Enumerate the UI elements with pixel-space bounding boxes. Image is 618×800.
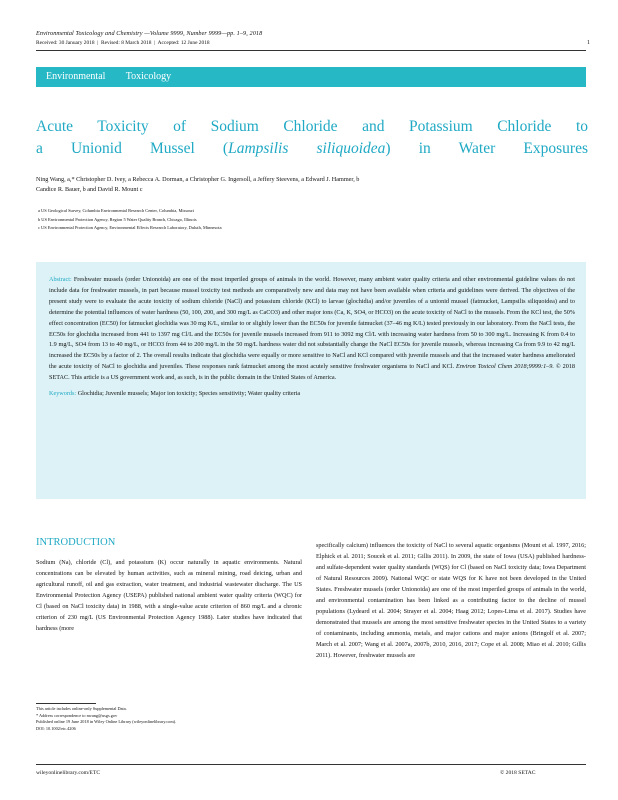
article-dates: Received: 30 January 2018 | Revised: 8 March 2018 | Accepted: 12 June 2018 [36,40,210,46]
footnote-doi: DOI: 10.1002/etc.4206 [36,725,76,731]
intro-column-2: specifically calcium) influences the toxicity of NaCl to several aquatic organisms (Mount et al. 1997, 2016; Elphick et al. 2011; Soucek et al. 2011; Gillis 2011). In 2009, the state of Iowa (USA) published hardness- and sulfate-dependent water quality standards (WQS) for Cl (based on NaCl toxicity data; Iowa Department of Natural Resources 2009). National WQC or state WQS for K have not been developed in the United States. Freshwater mussels (order Unionoida) are one of the most imperiled groups of animals in the world, and environmental contamination has been linked as a contributing factor to the decline of mussel populations (Lydeard et al. 2004; Strayer et al. 2004; Haag 2012; Lopes-Lima et al. 2017). Studies have demonstrated that mussels are among the most sensitive freshwater species in the United States to a variety of contaminants, including ammonia, metals, and major cations and major anions (Bringolf et al. 2007; March et al. 2007; Wang et al. 2007a, 2007b, 2010, 2016, 2017; Cope et al. 2008; Miao et al. 2010; Gillis 2011). However, freshwater mussels are [316,542,586,659]
keywords [49,390,575,397]
footer-copyright: © 2018 SETAC [500,770,536,776]
affiliations [38,207,338,233]
revised-date: Revised: 8 March 2018 [101,40,152,46]
footnote-correspondence: * Address correspondence to nwang@usgs.gov [36,712,118,718]
footnote-published: Published online 19 June 2018 in Wiley Online Library (wileyonlinelibrary.com). [36,719,177,724]
title-line-1: Acute Toxicity of Sodium Chloride and Potassium Chloride to [36,118,588,135]
journal-citation-line: Environmental Toxicology and Chemistry —Volume 9999, Number 9999—pp. 1–9, 2018 [36,30,263,37]
affiliation-b: b US Environmental Protection Agency, Region 5 Water Quality Branch, Chicago, Illinois [38,216,197,222]
abstract-copyright: © 2018 SETAC. This article is a US government work and, as such, is in the public domain in the United States of America. [49,363,576,382]
keywords-list: Glochidia; Juvenile mussels; Major ion toxicity; Species sensitivity; Water quality criteria [77,390,301,398]
header-rule [36,50,586,51]
title-line-2a: a Unionid Mussel ( [36,140,229,157]
footer-rule [36,764,586,765]
affiliation-c: c US Environmental Protection Agency, Environmental Effects Research Laboratory, Duluth, Minnesota [38,225,222,230]
authors-line-2: Candice R. Bauer, b and David R. Mount c [36,186,143,193]
abstract-label: Abstract: [49,276,72,283]
abstract-text [49,275,575,384]
abstract-citation: Environ Toxicol Chem 2018;9999:1–9. [456,363,554,371]
keywords-label: Keywords: [49,390,77,398]
introduction-heading: INTRODUCTION [36,537,116,548]
page-number: 1 [587,40,590,46]
footnote-supplemental: This article includes online-only Supplemental Data. [36,706,127,711]
article-title [36,116,588,160]
accepted-date: Accepted: 12 June 2018 [157,40,210,46]
title-species: Lampsilis siliquoidea [228,140,386,157]
abstract-box [36,262,586,499]
section-banner: Environmental Toxicology [36,67,586,87]
abstract-body: Freshwater mussels (order Unionoida) are one of the most imperiled groups of animals in the world. However, many ambient water quality criteria and other environmental guideline values do not include data for freshwater mussels, in part because mussel toxicity test methods are comparatively new and data may not have been available when criteria and guidelines were derived. The objectives of the present study were to evaluate the acute toxicity of sodium chloride (NaCl) and potassium chloride (KCl) to larvae (glochidia) and/or juveniles of a unionid mussel (fatmucket, Lampsilis siliquoidea) and to determine the potential influences of water hardness (50, 100, 200, and 300 mg/L as CaCO3) and other major ions (Ca, K, SO4, or HCO3) on the acute toxicity of NaCl to the mussels. From the KCl test, the 50% effect concentration (EC50) for fatmucket glochidia was 30 mg K/L, similar to or slightly lower than the EC50s for juvenile fatmucket (37–46 mg K/L) tested previously in our laboratory. From the NaCl tests, the EC50s for glochidia increased from 441 to 1397 mg Cl/L and the EC50s for juvenile mussels increased from 911 to 3092 mg Cl/L with increasing water hardness from 50 to 300 mg/L. Increasing K from 0.4 to 1.9 mg/L, SO4 from 13 to 40 mg/L, or HCO3 from 44 to 200 mg/L in the 50 mg/L hardness water did not substantially change the NaCl EC50s for juvenile mussels, whereas increasing Ca from 9.9 to 42 mg/L increased the EC50s by a factor of 2. The overall results indicate that glochidia were equally or more sensitive to NaCl and KCl compared with juvenile mussels and that the increased water hardness ameliorated the acute toxicity of NaCl to glochidia and juveniles. These responses rank fatmucket among the most acutely sensitive freshwater organisms to NaCl and KCl. [49,276,575,371]
title-line-2b: ) in Water Exposures [385,140,588,157]
authors-line-1: Ning Wang, a,* Christopher D. Ivey, a Rebecca A. Dorman, a Christopher G. Ingersoll, a Jeffery Steevens, a Edward J. Hammer, b [36,176,360,183]
footnotes [36,706,186,732]
footnote-rule [36,703,96,704]
intro-column-1: Sodium (Na), chloride (Cl), and potassium (K) occur naturally in aquatic environments. Natural concentrations can be elevated by human activities, such as mineral mining, road deicing, urban and agricultural runoff, oil and gas extraction, water treatment, and industrial wastewater discharge. The US Environmental Protection Agency (USEPA) published national ambient water quality criteria (WQC) for Cl (based on NaCl toxicity data) in 1988, with a single-value acute criterion of 860 mg/L and a chronic criterion of 230 mg/L (US Environmental Protection Agency 1988). Later studies have indicated that hardness (more [36,559,302,632]
received-date: Received: 30 January 2018 [36,40,95,46]
affiliation-a: a US Geological Survey, Columbia Environmental Research Center, Columbia, Missouri [38,208,195,213]
author-list [36,175,584,195]
footer-journal-url[interactable]: wileyonlinelibrary.com/ETC [36,770,101,776]
